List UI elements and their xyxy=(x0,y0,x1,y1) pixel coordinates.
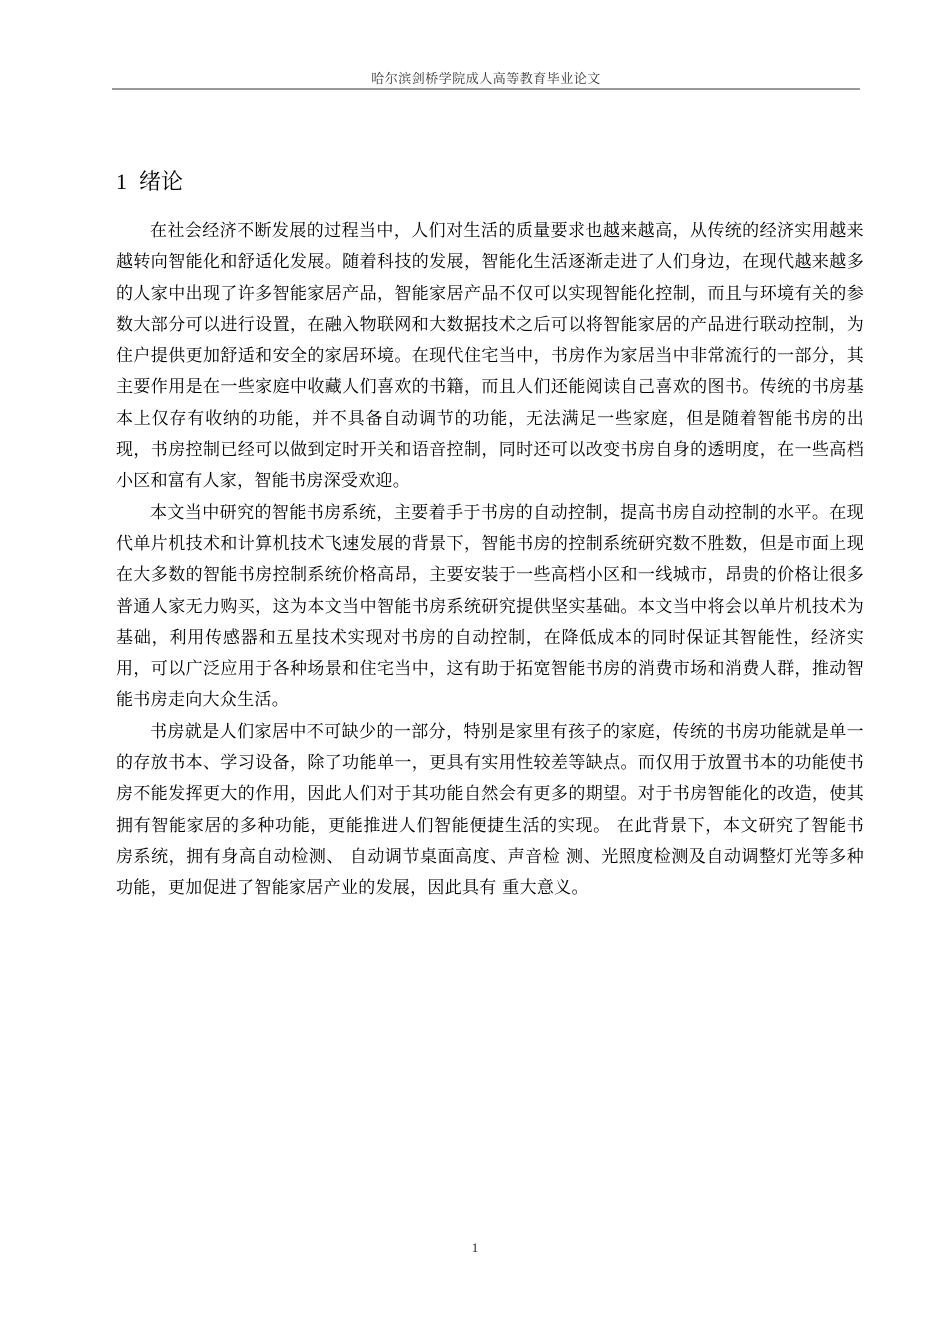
chapter-title-text: 绪论 xyxy=(139,169,184,195)
chapter-heading xyxy=(116,165,183,196)
header-divider xyxy=(112,88,860,90)
chapter-number: 1 xyxy=(116,168,127,194)
paragraph-2: 本文当中研究的智能书房系统，主要着手于书房的自动控制，提高书房自动控制的水平。在现代单片机技术和计算机技术飞速发展的背景下，智能书房的控制系统研究数不胜数，但是市面上现在大多数的智能书房控制系统价格高昂，主要安装于一些高档小区和一线城市，昂贵的价格让很多普通人家无力购买，这为本文当中智能书房系统研究提供坚实基础。本文当中将会以单片机技术为基础，利用传感器和五星技术实现对书房的自动控制，在降低成本的同时保证其智能性，经济实用，可以广泛应用于各种场景和住宅当中，这有助于拓宽智能书房的消费市场和消费人群，推动智能书房走向大众生活。 xyxy=(116,502,864,711)
paragraph-3: 书房就是人们家居中不可缺少的一部分，特别是家里有孩子的家庭，传统的书房功能就是单一的存放书本、学习设备，除了功能单一，更具有实用性较差等缺点。而仅用于放置书本的功能使书房不能发挥更大的作用，因此人们对于其功能自然会有更多的期望。对于书房智能化的改造，使其拥有智能家居的多种功能，更能推进人们智能便捷生活的实现。 在此背景下，本文研究了智能书房系统，拥有身高自动检测、 自动调节桌面高度、声音检 测、光照度检测及自动调整灯光等多种功能，更加促进了智能家居产业的发展，因此具有 重大意义。 xyxy=(116,721,864,899)
paragraph-1: 在社会经济不断发展的过程当中，人们对生活的质量要求也越来越高，从传统的经济实用越来越转向智能化和舒适化发展。随着科技的发展，智能化生活逐渐走进了人们身边，在现代越来越多的人家中出现了许多智能家居产品，智能家居产品不仅可以实现智能化控制，而且与环境有关的参数大部分可以进行设置，在融入物联网和大数据技术之后可以将智能家居的产品进行联动控制，为住户提供更加舒适和安全的家居环境。在现代住宅当中，书房作为家居当中非常流行的一部分，其主要作用是在一些家庭中收藏人们喜欢的书籍，而且人们还能阅读自己喜欢的图书。传统的书房基本上仅存有收纳的功能，并不具备自动调节的功能，无法满足一些家庭，但是随着智能书房的出现，书房控制已经可以做到定时开关和语音控制，同时还可以改变书房自身的透明度，在一些高档小区和富有人家，智能书房深受欢迎。 xyxy=(116,221,864,492)
body-text xyxy=(116,216,864,905)
page-number: 1 xyxy=(471,1240,479,1255)
running-header: 哈尔滨剑桥学院成人高等教育毕业论文 xyxy=(371,72,601,87)
